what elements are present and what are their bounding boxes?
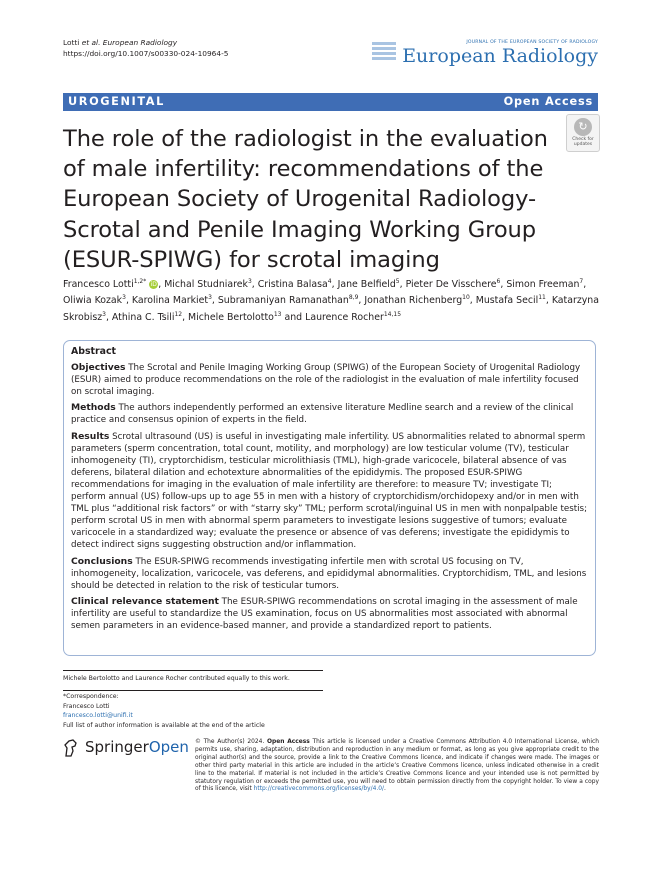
journal-logo-tagline: JOURNAL OF THE EUROPEAN SOCIETY OF RADIOLOGY [466,40,598,45]
author[interactable]: Athina C. Tsili$^{12}$ [111,310,183,323]
publisher-logo [63,738,189,757]
title-line: European Society of Urogenital Radiology- [63,186,537,213]
abstract-objectives: Objectives The Scrotal and Penile Imaging Working Group (SPIWG) of the European Society of Urogenital Radiology (ESUR) aimed to produce recommendations on the role of the radiologist in the evaluation of male infertility focused on scrotal imaging. [71,362,581,398]
correspondence-name: Francesco Lotti [63,702,110,710]
author[interactable]: Francesco Lotti$^{1,2*}$ [63,277,147,290]
author[interactable]: Cristina Balasa$^4$ [257,277,332,290]
check-for-updates-button[interactable] [566,114,600,152]
title-line: The role of the radiologist in the evaluation [63,126,548,152]
title-line: Scrotal and Penile Imaging Working Group [63,216,537,243]
license-link[interactable]: http://creativecommons.org/licenses/by/4.0/ [253,786,384,793]
correspondence [63,690,323,730]
check-updates-line2: updates [573,142,593,147]
publisher-name: Springer [85,738,149,756]
section-band [63,93,598,111]
author[interactable]: Mustafa Secil$^{11}$ [475,294,546,307]
journal-logo-name: European Radiology [402,45,598,67]
section-label: UROGENITAL [68,95,165,108]
citation-header [63,38,228,59]
title-line: of male infertility: recommendations of the [63,156,544,183]
contribution-footnote: Michele Bertolotto and Laurence Rocher contributed equally to this work. [63,670,323,684]
abstract-clinical-relevance: Clinical relevance statement The ESUR-SPIWG recommendations on scrotal imaging in the assessment of male infertility are useful to standardize the US examination, focus on US abnormalities most associated with abnormal semen parameters in an evidence-based manner, and provide a standardized report to patients. [71,595,578,631]
author[interactable]: Michal Studniarek$^3$ [164,277,252,290]
author[interactable]: Subramaniyan Ramanathan$^{8,9}$ [217,294,359,307]
article-title [63,124,563,275]
journal-logo-icon [372,42,396,64]
check-updates-line1: Check for [572,137,594,142]
author[interactable]: Jane Belfield$^5$ [337,277,400,290]
open-access-label: Open Access [503,95,593,108]
abstract-box [63,340,596,656]
journal-logo [402,40,598,67]
author[interactable]: Laurence Rocher$^{14,15}$ [305,310,402,323]
orcid-icon[interactable]: iD [150,281,157,288]
abstract-methods: Methods The authors independently performed an extensive literature Medline search and a review of the clinical practice and consensus opinion of experts in the field. [71,402,574,426]
author[interactable]: Pieter De Visschere$^6$ [405,277,501,290]
doi-link[interactable]: https://doi.org/10.1007/s00330-024-10964-5 [63,48,229,58]
author[interactable]: Katarzyna Skrobisz$^3$ [63,295,599,323]
author-info-note: Full list of author information is available at the end of the article [63,721,265,729]
license-statement: © The Author(s) 2024. Open Access This article is licensed under a Creative Commons Attribution 4.0 International License, which permits use, sharing, adaptation, distribution and reproduction in any medium or format, as long as you give appropriate credit to the original author(s) and the source, provide a link to the Creative Commons licence, and indicate if changes were made. The images or other third party material in this article are included in the article’s Creative Commons licence, unless indicated otherwise in a credit line to the material. If material is not included in the article’s Creative Commons licence and your intended use is not permitted by statutory regulation or exceeds the permitted use, you will need to obtain permission directly from the copyright holder. To view a copy of this licence, visit http://creativecommons.org/licenses/by/4.0/. [195,739,600,793]
citation-authors: Lotti [63,38,82,47]
citation-journal: et al. European Radiology [81,38,178,47]
author[interactable]: Jonathan Richenberg$^{10}$ [364,294,470,307]
author[interactable]: Oliwia Kozak$^3$ [63,294,126,307]
abstract-results: Results Scrotal ultrasound (US) is useful in investigating male infertility. US abnormalities related to abnormal sperm parameters (sperm concentration, total count, motility, and morphology) are low testicular volume (TV), testicular inhomogeneity (TI), cryptorchidism, testicular microlithiasis (TML), high-grade varicocele, bilateral absence of vas deferens, bilateral dilation and echotexture abnormalities of the epididymis. The proposed ESUR-SPIWG recommendations for imaging in the evaluation of male infertility are therefore: to measure TV; investigate TI; perform annual (US) follow-ups up to age 55 in men with a history of cryptorchidism/orchidopexy and/or in men with TML plus “additional risk factors” or with “starry sky” TML; perform scrotal/inguinal US in men with nonpalpable testis; perform scrotal US in men with abnormal sperm parameters to investigate lesions suggestive of tumors; evaluate varicocele in a standardized way; evaluate the presence or absence of vas deferens; investigate the epididymis to detect indirect signs suggesting obstruction and/or inflammation. [71,430,588,551]
springer-horse-icon [63,739,79,757]
publisher-open: Open [148,738,189,756]
author[interactable]: Simon Freeman$^7$ [506,277,584,290]
abstract-heading: Abstract [71,346,117,357]
author-list: Francesco Lotti$^{1,2*}$ iD, Michal Studniarek$^3$, Cristina Balasa$^4$, Jane Belfield$^5$, Pieter De Visschere$^6$, Simon Freeman$^7$, Oliwia Kozak$^3$, Karolina Markiet$^3$, Subramaniyan Ramanathan$^{8,9}$, Jonathan Richenberg$^{10}$, Mustafa Secil$^{11}$, Katarzyna Skrobisz$^3$, Athina C. Tsili$^{12}$, Michele Bertolotto$^{13}$ and Laurence Rocher$^{14,15}$ [63,277,599,323]
title-line: (ESUR-SPIWG) for scrotal imaging [63,246,440,273]
abstract-conclusions: Conclusions The ESUR-SPIWG recommends investigating infertile men with scrotal US focusing on TV, inhomogeneity, localization, varicocele, vas deferens, and epididymal abnormalities. Cryptorchidism, TML, and lesions should be detected in relation to the risk of testicular tumors. [71,555,587,591]
refresh-icon: ↻ [574,118,592,136]
author[interactable]: Michele Bertolotto$^{13}$ [188,310,282,323]
author[interactable]: Karolina Markiet$^3$ [131,294,212,307]
correspondence-email[interactable]: francesco.lotti@unifi.it [63,712,133,720]
correspondence-label: *Correspondence: [63,693,119,700]
